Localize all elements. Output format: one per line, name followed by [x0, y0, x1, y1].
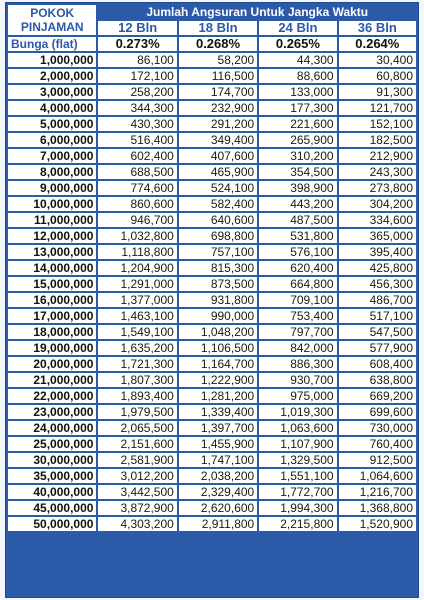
term-header: 12 Bln — [98, 21, 176, 35]
installment-cell: 688,500 — [98, 165, 176, 179]
installment-cell: 797,700 — [259, 325, 336, 339]
installment-cell: 407,600 — [179, 149, 257, 163]
table-row — [8, 437, 416, 451]
installment-cell: 60,800 — [339, 69, 416, 83]
installment-cell: 1,106,500 — [179, 341, 257, 355]
installment-cell: 1,064,600 — [339, 469, 416, 483]
table-row — [8, 453, 416, 467]
installment-cell: 1,807,300 — [98, 373, 176, 387]
loan-amount-cell: 2,000,000 — [8, 69, 96, 83]
installment-cell: 1,994,300 — [259, 501, 336, 515]
installment-cell: 698,800 — [179, 229, 257, 243]
installment-cell: 1,549,100 — [98, 325, 176, 339]
installment-cell: 1,377,000 — [98, 293, 176, 307]
installment-cell: 753,400 — [259, 309, 336, 323]
loan-amount-cell: 7,000,000 — [8, 149, 96, 163]
loan-amount-cell: 13,000,000 — [8, 245, 96, 259]
installment-cell: 2,581,900 — [98, 453, 176, 467]
installment-cell: 760,400 — [339, 437, 416, 451]
loan-amount-cell: 8,000,000 — [8, 165, 96, 179]
installment-cell: 1,019,300 — [259, 405, 336, 419]
installment-cell: 1,216,700 — [339, 485, 416, 499]
installment-cell: 946,700 — [98, 213, 176, 227]
installment-cell: 398,900 — [259, 181, 336, 195]
installment-cell: 1,164,700 — [179, 357, 257, 371]
installment-cell: 547,500 — [339, 325, 416, 339]
table-row — [8, 517, 416, 531]
installment-cell: 349,400 — [179, 133, 257, 147]
installment-cell: 709,100 — [259, 293, 336, 307]
installment-cell: 990,000 — [179, 309, 257, 323]
installment-cell: 2,038,200 — [179, 469, 257, 483]
installment-cell: 344,300 — [98, 101, 176, 115]
installment-cell: 1,721,300 — [98, 357, 176, 371]
header-row-title — [8, 5, 416, 19]
installment-cell: 730,000 — [339, 421, 416, 435]
installment-cell: 1,893,400 — [98, 389, 176, 403]
installment-cell: 1,048,200 — [179, 325, 257, 339]
installment-cell: 430,300 — [98, 117, 176, 131]
installment-cell: 182,500 — [339, 133, 416, 147]
installment-cell: 221,600 — [259, 117, 336, 131]
pinjaman-label: PINJAMAN — [20, 20, 84, 34]
installment-cell: 30,400 — [339, 53, 416, 67]
installment-cell: 1,979,500 — [98, 405, 176, 419]
table-row — [8, 469, 416, 483]
installment-table — [6, 3, 418, 533]
loan-amount-cell: 17,000,000 — [8, 309, 96, 323]
table-row — [8, 357, 416, 371]
loan-amount-cell: 21,000,000 — [8, 373, 96, 387]
pokok-label: POKOK — [30, 6, 75, 20]
installment-cell: 4,303,200 — [98, 517, 176, 531]
table-row — [8, 261, 416, 275]
loan-amount-cell: 14,000,000 — [8, 261, 96, 275]
table-row — [8, 373, 416, 387]
installment-cell: 1,329,500 — [259, 453, 336, 467]
pokok-pinjaman-header — [8, 5, 96, 35]
installment-cell: 2,151,600 — [98, 437, 176, 451]
installment-cell: 1,772,700 — [259, 485, 336, 499]
installment-cell: 88,600 — [259, 69, 336, 83]
installment-cell: 310,200 — [259, 149, 336, 163]
loan-amount-cell: 40,000,000 — [8, 485, 96, 499]
table-row — [8, 181, 416, 195]
installment-cell: 465,900 — [179, 165, 257, 179]
installment-cell: 443,200 — [259, 197, 336, 211]
installment-cell: 1,032,800 — [98, 229, 176, 243]
installment-cell: 265,900 — [259, 133, 336, 147]
installment-cell: 620,400 — [259, 261, 336, 275]
loan-amount-cell: 5,000,000 — [8, 117, 96, 131]
loan-amount-cell: 20,000,000 — [8, 357, 96, 371]
installment-cell: 3,872,900 — [98, 501, 176, 515]
installment-cell: 86,100 — [98, 53, 176, 67]
table-row — [8, 341, 416, 355]
loan-amount-cell: 16,000,000 — [8, 293, 96, 307]
table-row — [8, 245, 416, 259]
installment-cell: 577,900 — [339, 341, 416, 355]
installment-cell: 602,400 — [98, 149, 176, 163]
installment-cell: 395,400 — [339, 245, 416, 259]
loan-amount-cell: 6,000,000 — [8, 133, 96, 147]
installment-cell: 576,100 — [259, 245, 336, 259]
loan-amount-cell: 35,000,000 — [8, 469, 96, 483]
table-row — [8, 309, 416, 323]
rate-cell: 0.273% — [98, 37, 176, 51]
loan-amount-cell: 4,000,000 — [8, 101, 96, 115]
installment-cell: 1,463,100 — [98, 309, 176, 323]
table-row — [8, 165, 416, 179]
loan-amount-cell: 19,000,000 — [8, 341, 96, 355]
installment-cell: 1,291,000 — [98, 277, 176, 291]
installment-cell: 930,700 — [259, 373, 336, 387]
table-row — [8, 277, 416, 291]
installment-cell: 121,700 — [339, 101, 416, 115]
rate-cell: 0.265% — [259, 37, 336, 51]
installment-cell: 886,300 — [259, 357, 336, 371]
installment-cell: 640,600 — [179, 213, 257, 227]
installment-cell: 177,300 — [259, 101, 336, 115]
table-row — [8, 229, 416, 243]
table-row — [8, 53, 416, 67]
bunga-label: Bunga (flat) — [8, 37, 96, 51]
installment-cell: 212,900 — [339, 149, 416, 163]
installment-cell: 912,500 — [339, 453, 416, 467]
term-header: 36 Bln — [339, 21, 416, 35]
installment-cell: 425,800 — [339, 261, 416, 275]
installment-cell: 931,800 — [179, 293, 257, 307]
table-row — [8, 69, 416, 83]
loan-amount-cell: 18,000,000 — [8, 325, 96, 339]
table-row — [8, 485, 416, 499]
table-row — [8, 117, 416, 131]
installment-cell: 91,300 — [339, 85, 416, 99]
table-row — [8, 421, 416, 435]
loan-amount-cell: 30,000,000 — [8, 453, 96, 467]
installment-cell: 815,300 — [179, 261, 257, 275]
installment-cell: 456,300 — [339, 277, 416, 291]
installment-cell: 1,204,900 — [98, 261, 176, 275]
loan-amount-cell: 24,000,000 — [8, 421, 96, 435]
installment-cell: 1,520,900 — [339, 517, 416, 531]
table-row — [8, 389, 416, 403]
loan-amount-cell: 12,000,000 — [8, 229, 96, 243]
bunga-row — [8, 37, 416, 51]
loan-amount-cell: 10,000,000 — [8, 197, 96, 211]
table-row — [8, 293, 416, 307]
installment-cell: 44,300 — [259, 53, 336, 67]
installment-cell: 1,747,100 — [179, 453, 257, 467]
installment-cell: 873,500 — [179, 277, 257, 291]
term-header: 24 Bln — [259, 21, 336, 35]
loan-amount-cell: 11,000,000 — [8, 213, 96, 227]
installment-cell: 1,118,800 — [98, 245, 176, 259]
installment-cell: 1,107,900 — [259, 437, 336, 451]
installment-cell: 669,200 — [339, 389, 416, 403]
loan-amount-cell: 3,000,000 — [8, 85, 96, 99]
installment-cell: 664,800 — [259, 277, 336, 291]
installment-cell: 172,100 — [98, 69, 176, 83]
installment-cell: 1,635,200 — [98, 341, 176, 355]
installment-cell: 486,700 — [339, 293, 416, 307]
installment-cell: 516,400 — [98, 133, 176, 147]
installment-cell: 842,000 — [259, 341, 336, 355]
table-row — [8, 133, 416, 147]
installment-cell: 699,600 — [339, 405, 416, 419]
installment-cell: 304,200 — [339, 197, 416, 211]
table-row — [8, 213, 416, 227]
installment-cell: 174,700 — [179, 85, 257, 99]
installment-cell: 243,300 — [339, 165, 416, 179]
table-row — [8, 85, 416, 99]
installment-cell: 860,600 — [98, 197, 176, 211]
installment-cell: 1,551,100 — [259, 469, 336, 483]
loan-amount-cell: 50,000,000 — [8, 517, 96, 531]
loan-amount-cell: 45,000,000 — [8, 501, 96, 515]
installment-cell: 2,065,500 — [98, 421, 176, 435]
installment-cell: 757,100 — [179, 245, 257, 259]
loan-amount-cell: 23,000,000 — [8, 405, 96, 419]
table-row — [8, 101, 416, 115]
installment-cell: 3,012,200 — [98, 469, 176, 483]
installment-cell: 1,222,900 — [179, 373, 257, 387]
installment-cell: 1,368,800 — [339, 501, 416, 515]
installment-cell: 116,500 — [179, 69, 257, 83]
loan-amount-cell: 9,000,000 — [8, 181, 96, 195]
table-row — [8, 325, 416, 339]
installment-cell: 2,911,800 — [179, 517, 257, 531]
table-row — [8, 405, 416, 419]
installment-cell: 2,329,400 — [179, 485, 257, 499]
table-row — [8, 149, 416, 163]
installment-cell: 1,455,900 — [179, 437, 257, 451]
installment-cell: 487,500 — [259, 213, 336, 227]
installment-cell: 334,600 — [339, 213, 416, 227]
installment-cell: 531,800 — [259, 229, 336, 243]
installment-cell: 517,100 — [339, 309, 416, 323]
installment-cell: 774,600 — [98, 181, 176, 195]
installment-cell: 58,200 — [179, 53, 257, 67]
installment-cell: 133,000 — [259, 85, 336, 99]
installment-cell: 1,281,200 — [179, 389, 257, 403]
installment-cell: 3,442,500 — [98, 485, 176, 499]
term-header: 18 Bln — [179, 21, 257, 35]
installment-cell: 354,500 — [259, 165, 336, 179]
installment-cell: 582,400 — [179, 197, 257, 211]
loan-amount-cell: 22,000,000 — [8, 389, 96, 403]
installment-cell: 1,397,700 — [179, 421, 257, 435]
table-row — [8, 501, 416, 515]
rate-cell: 0.264% — [339, 37, 416, 51]
installment-cell: 524,100 — [179, 181, 257, 195]
installment-cell: 2,620,600 — [179, 501, 257, 515]
loan-amount-cell: 15,000,000 — [8, 277, 96, 291]
installment-cell: 2,215,800 — [259, 517, 336, 531]
installment-cell: 232,900 — [179, 101, 257, 115]
installment-cell: 291,200 — [179, 117, 257, 131]
installment-cell: 1,063,600 — [259, 421, 336, 435]
term-group-title: Jumlah Angsuran Untuk Jangka Waktu — [98, 5, 416, 19]
installment-cell: 1,339,400 — [179, 405, 257, 419]
installment-cell: 273,800 — [339, 181, 416, 195]
installment-table-sheet — [5, 2, 419, 598]
table-row — [8, 197, 416, 211]
installment-cell: 258,200 — [98, 85, 176, 99]
loan-amount-cell: 1,000,000 — [8, 53, 96, 67]
installment-cell: 365,000 — [339, 229, 416, 243]
installment-cell: 152,100 — [339, 117, 416, 131]
loan-amount-cell: 25,000,000 — [8, 437, 96, 451]
installment-cell: 638,800 — [339, 373, 416, 387]
installment-cell: 608,400 — [339, 357, 416, 371]
rate-cell: 0.268% — [179, 37, 257, 51]
installment-cell: 975,000 — [259, 389, 336, 403]
